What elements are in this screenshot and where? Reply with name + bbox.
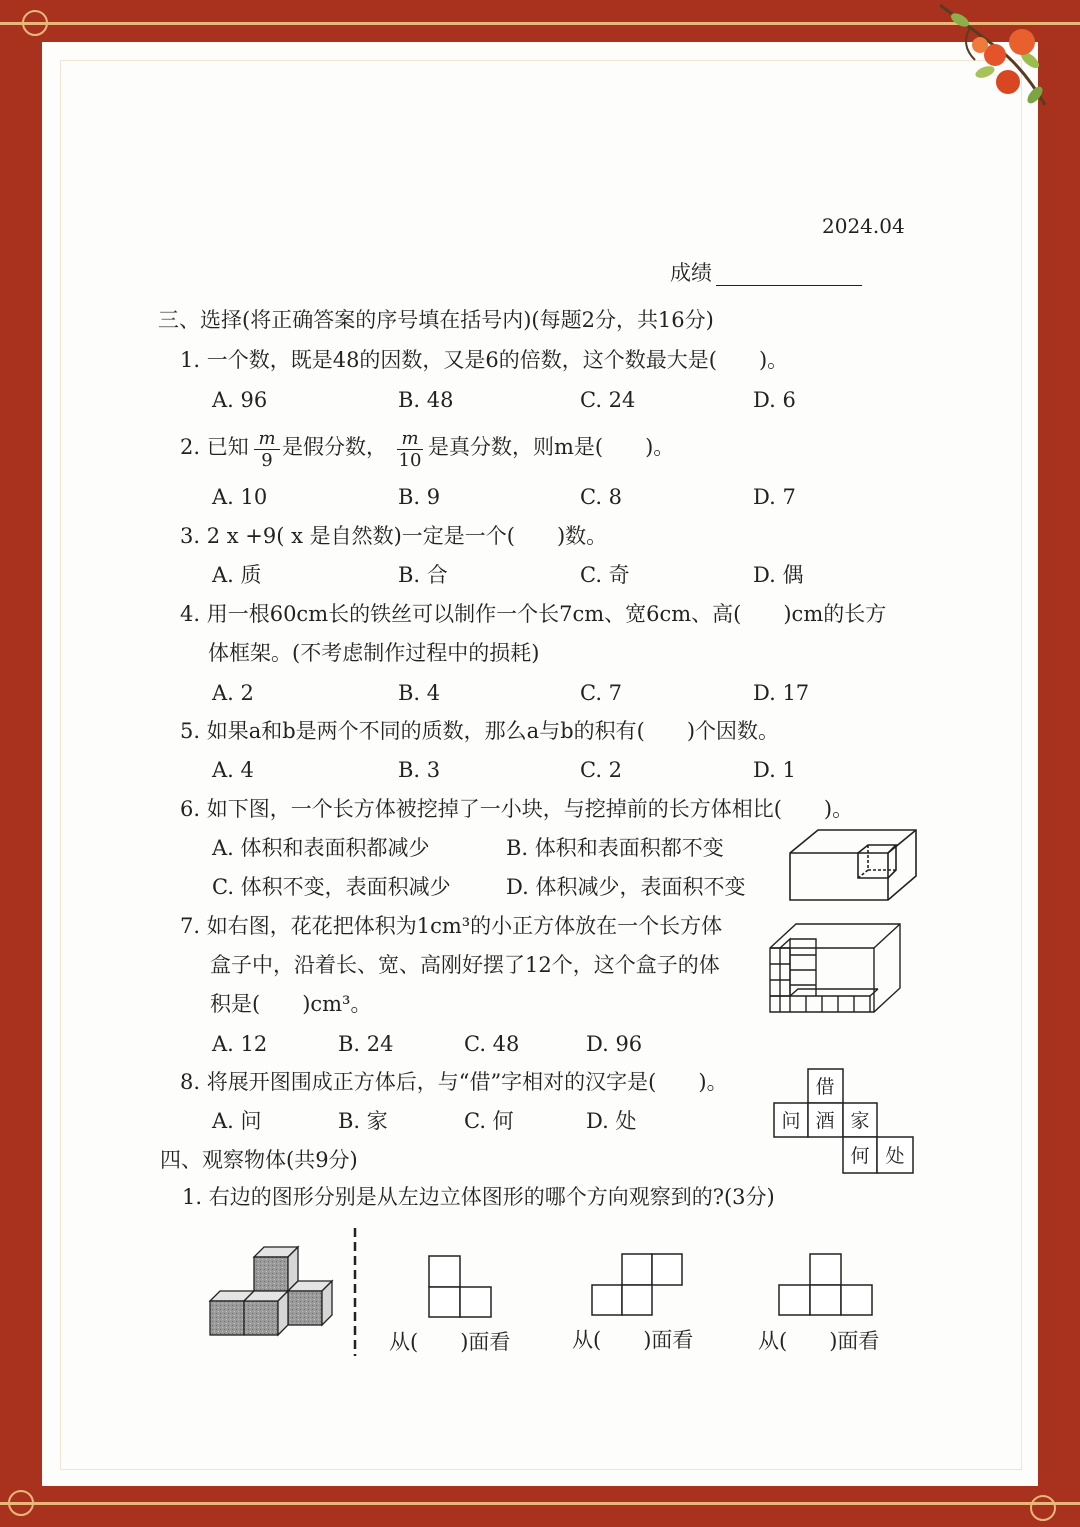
q4-option-b: B. 4 [398,681,441,705]
q6-option-c: C. 体积不变，表面积减少 [212,875,451,899]
persimmon-branch-icon [930,0,1060,115]
q1-option-b: B. 48 [398,388,454,412]
q3-option-c: C. 奇 [580,563,630,587]
q2-frac2-denominator: 10 [398,450,422,471]
q8-text: 8. 将展开图围成正方体后，与“借”字相对的汉字是( )。 [180,1070,728,1094]
q7-box-figure [768,920,904,1015]
q5-option-a: A. 4 [212,758,254,782]
net-cell-wen: 问 [781,1110,801,1132]
q7-option-b: B. 24 [338,1032,394,1056]
q6-cuboid-figure [788,828,920,903]
q8-option-d: D. 处 [586,1109,637,1133]
q6-option-a: A. 体积和表面积都减少 [212,836,430,860]
q2-frac1-denominator: 9 [261,450,273,471]
view-figure-2 [591,1253,683,1317]
view-label-3: 从( )面看 [758,1329,880,1353]
paper-inner-border [60,60,1022,1470]
exam-date: 2024.04 [822,214,905,238]
q2-suffix: 是真分数，则m是( )。 [428,435,675,459]
q4-line2: 体框架。(不考虑制作过程中的损耗) [208,641,540,665]
q3-option-a: A. 质 [212,563,262,587]
q4-option-a: A. 2 [212,681,254,705]
q3-text: 3. 2 x +9( x 是自然数)一定是一个( )数。 [180,524,608,548]
q3-option-d: D. 偶 [753,563,804,587]
q7-line2: 盒子中，沿着长、宽、高刚好摆了12个，这个盒子的体 [210,953,720,977]
frame-line-bottom [0,1502,1080,1505]
q5-option-d: D. 1 [753,758,796,782]
q2-fraction-1 [254,430,280,470]
net-cell-chu: 处 [885,1145,905,1167]
q1-option-c: C. 24 [580,388,636,412]
view-label-2: 从( )面看 [572,1328,694,1352]
q2-prefix: 2. 已知 [180,435,249,459]
q7-option-d: D. 96 [586,1032,643,1056]
section4-title: 四、观察物体(共9分) [160,1148,358,1172]
q7-line3: 积是( )cm³。 [210,992,372,1016]
q2-fraction-2 [397,430,423,470]
section3-title: 三、选择(将正确答案的序号填在括号内)(每题2分，共16分) [158,308,714,332]
s4-solid-figure [208,1245,336,1341]
q5-text: 5. 如果a和b是两个不同的质数，那么a与b的积有( )个因数。 [180,719,780,743]
q3-option-b: B. 合 [398,563,448,587]
q8-option-a: A. 问 [212,1109,262,1133]
net-cell-he: 何 [850,1145,870,1167]
q2-option-d: D. 7 [753,485,796,509]
corner-ornament-icon [22,10,48,36]
q2-frac2-numerator: m [397,430,423,450]
q6-text: 6. 如下图，一个长方体被挖掉了一小块，与挖掉前的长方体相比( )。 [180,797,854,821]
view-figure-1 [428,1255,492,1319]
q5-option-b: B. 3 [398,758,441,782]
view-label-1: 从( )面看 [389,1330,511,1354]
net-cell-jia: 家 [850,1110,870,1132]
q8-cube-net [773,1068,915,1176]
score-blank[interactable] [716,285,862,286]
q8-option-b: B. 家 [338,1109,388,1133]
q6-option-b: B. 体积和表面积都不变 [506,836,724,860]
q7-line1: 7. 如右图，花花把体积为1cm³的小正方体放在一个长方体 [180,914,723,938]
view-figure-3 [778,1253,873,1317]
q1-text: 1. 一个数，既是48的因数，又是6的倍数，这个数最大是( )。 [180,348,789,372]
q4-option-d: D. 17 [753,681,810,705]
q6-option-d: D. 体积减少，表面积不变 [506,875,746,899]
q2-mid: 是假分数， [282,435,387,459]
dashed-divider [353,1228,357,1358]
corner-ornament-icon [1030,1495,1056,1521]
corner-ornament-icon [8,1490,34,1516]
frame-line-top [0,22,1080,25]
q2-frac1-numerator: m [254,430,280,450]
net-cell-jie: 借 [815,1076,835,1098]
s4-q1-text: 1. 右边的图形分别是从左边立体图形的哪个方向观察到的?(3分) [182,1185,775,1209]
net-cell-jiu: 酒 [815,1110,835,1132]
score-label: 成绩 [670,261,712,285]
q7-option-c: C. 48 [464,1032,520,1056]
q4-line1: 4. 用一根60cm长的铁丝可以制作一个长7cm、宽6cm、高( )cm的长方 [180,602,887,626]
q5-option-c: C. 2 [580,758,623,782]
q2-option-a: A. 10 [212,485,268,509]
q8-option-c: C. 何 [464,1109,514,1133]
q1-option-d: D. 6 [753,388,796,412]
q7-option-a: A. 12 [212,1032,268,1056]
q2-option-b: B. 9 [398,485,441,509]
q4-option-c: C. 7 [580,681,623,705]
q2-option-c: C. 8 [580,485,623,509]
q1-option-a: A. 96 [212,388,268,412]
